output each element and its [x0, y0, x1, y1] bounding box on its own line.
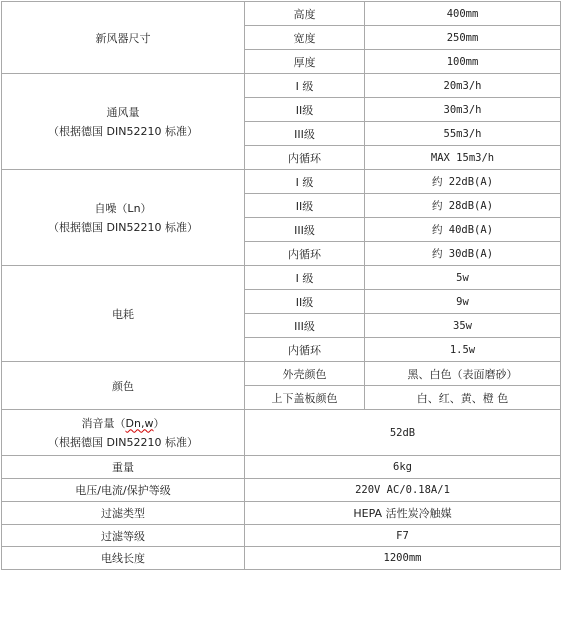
color-label: 颜色 [2, 362, 245, 410]
airflow-item-value: 30m3/h [365, 98, 561, 122]
table-row [2, 410, 561, 456]
color-item-value: 黑、白色（表面磨砂） [365, 362, 561, 386]
table-row [2, 266, 561, 290]
weight-value: 6kg [245, 456, 561, 479]
noise-note: （根据德国 DIN52210 标准） [48, 220, 198, 234]
table-row [2, 502, 561, 525]
power-item-name: II级 [245, 290, 365, 314]
silencer-value: 52dB [245, 410, 561, 456]
power-item-name: I 级 [245, 266, 365, 290]
size-item-name: 宽度 [245, 26, 365, 50]
cable-value: 1200mm [245, 547, 561, 570]
filter-grade-label: 过滤等级 [2, 525, 245, 547]
filter-grade-value: F7 [245, 525, 561, 547]
table-row [2, 525, 561, 547]
cable-label: 电线长度 [2, 547, 245, 570]
noise-item-value: 约 40dB(A) [365, 218, 561, 242]
noise-item-name: II级 [245, 194, 365, 218]
noise-item-value: 约 28dB(A) [365, 194, 561, 218]
silencer-label: 消音量（Dn,w） [81, 416, 165, 430]
table-row [2, 362, 561, 386]
voltage-label: 电压/电流/保护等级 [2, 479, 245, 502]
filter-type-label: 过滤类型 [2, 502, 245, 525]
airflow-note: （根据德国 DIN52210 标准） [48, 124, 198, 138]
airflow-item-name: 内循环 [245, 146, 365, 170]
filter-type-value: HEPA 活性炭冷触媒 [245, 502, 561, 525]
table-row [2, 479, 561, 502]
airflow-label-cell [2, 74, 245, 170]
power-item-value: 5w [365, 266, 561, 290]
power-item-value: 35w [365, 314, 561, 338]
table-row [2, 547, 561, 570]
table-row [2, 170, 561, 194]
noise-label: 自噪（Ln） [94, 201, 152, 215]
noise-label-cell [2, 170, 245, 266]
size-item-value: 400mm [365, 2, 561, 26]
airflow-item-value: 55m3/h [365, 122, 561, 146]
silencer-label-unit: Dn,w [125, 416, 154, 430]
airflow-item-value: 20m3/h [365, 74, 561, 98]
airflow-item-name: I 级 [245, 74, 365, 98]
table-row [2, 456, 561, 479]
airflow-label: 通风量 [106, 105, 140, 119]
spec-table [1, 1, 561, 570]
airflow-item-value: MAX 15m3/h [365, 146, 561, 170]
size-item-value: 250mm [365, 26, 561, 50]
weight-label: 重量 [2, 456, 245, 479]
table-row [2, 2, 561, 26]
airflow-item-name: III级 [245, 122, 365, 146]
color-item-name: 外壳颜色 [245, 362, 365, 386]
table-row [2, 74, 561, 98]
color-item-value: 白、红、黄、橙 色 [365, 386, 561, 410]
silencer-label-cell [2, 410, 245, 456]
power-item-value: 1.5w [365, 338, 561, 362]
noise-item-value: 约 22dB(A) [365, 170, 561, 194]
power-item-name: 内循环 [245, 338, 365, 362]
noise-item-value: 约 30dB(A) [365, 242, 561, 266]
airflow-item-name: II级 [245, 98, 365, 122]
voltage-value: 220V AC/0.18A/1 [245, 479, 561, 502]
size-label: 新风器尺寸 [2, 2, 245, 74]
power-label: 电耗 [2, 266, 245, 362]
power-item-value: 9w [365, 290, 561, 314]
power-item-name: III级 [245, 314, 365, 338]
silencer-note: （根据德国 DIN52210 标准） [48, 435, 198, 449]
color-item-name: 上下盖板颜色 [245, 386, 365, 410]
size-item-name: 厚度 [245, 50, 365, 74]
size-item-value: 100mm [365, 50, 561, 74]
noise-item-name: 内循环 [245, 242, 365, 266]
noise-item-name: III级 [245, 218, 365, 242]
noise-item-name: I 级 [245, 170, 365, 194]
size-item-name: 高度 [245, 2, 365, 26]
